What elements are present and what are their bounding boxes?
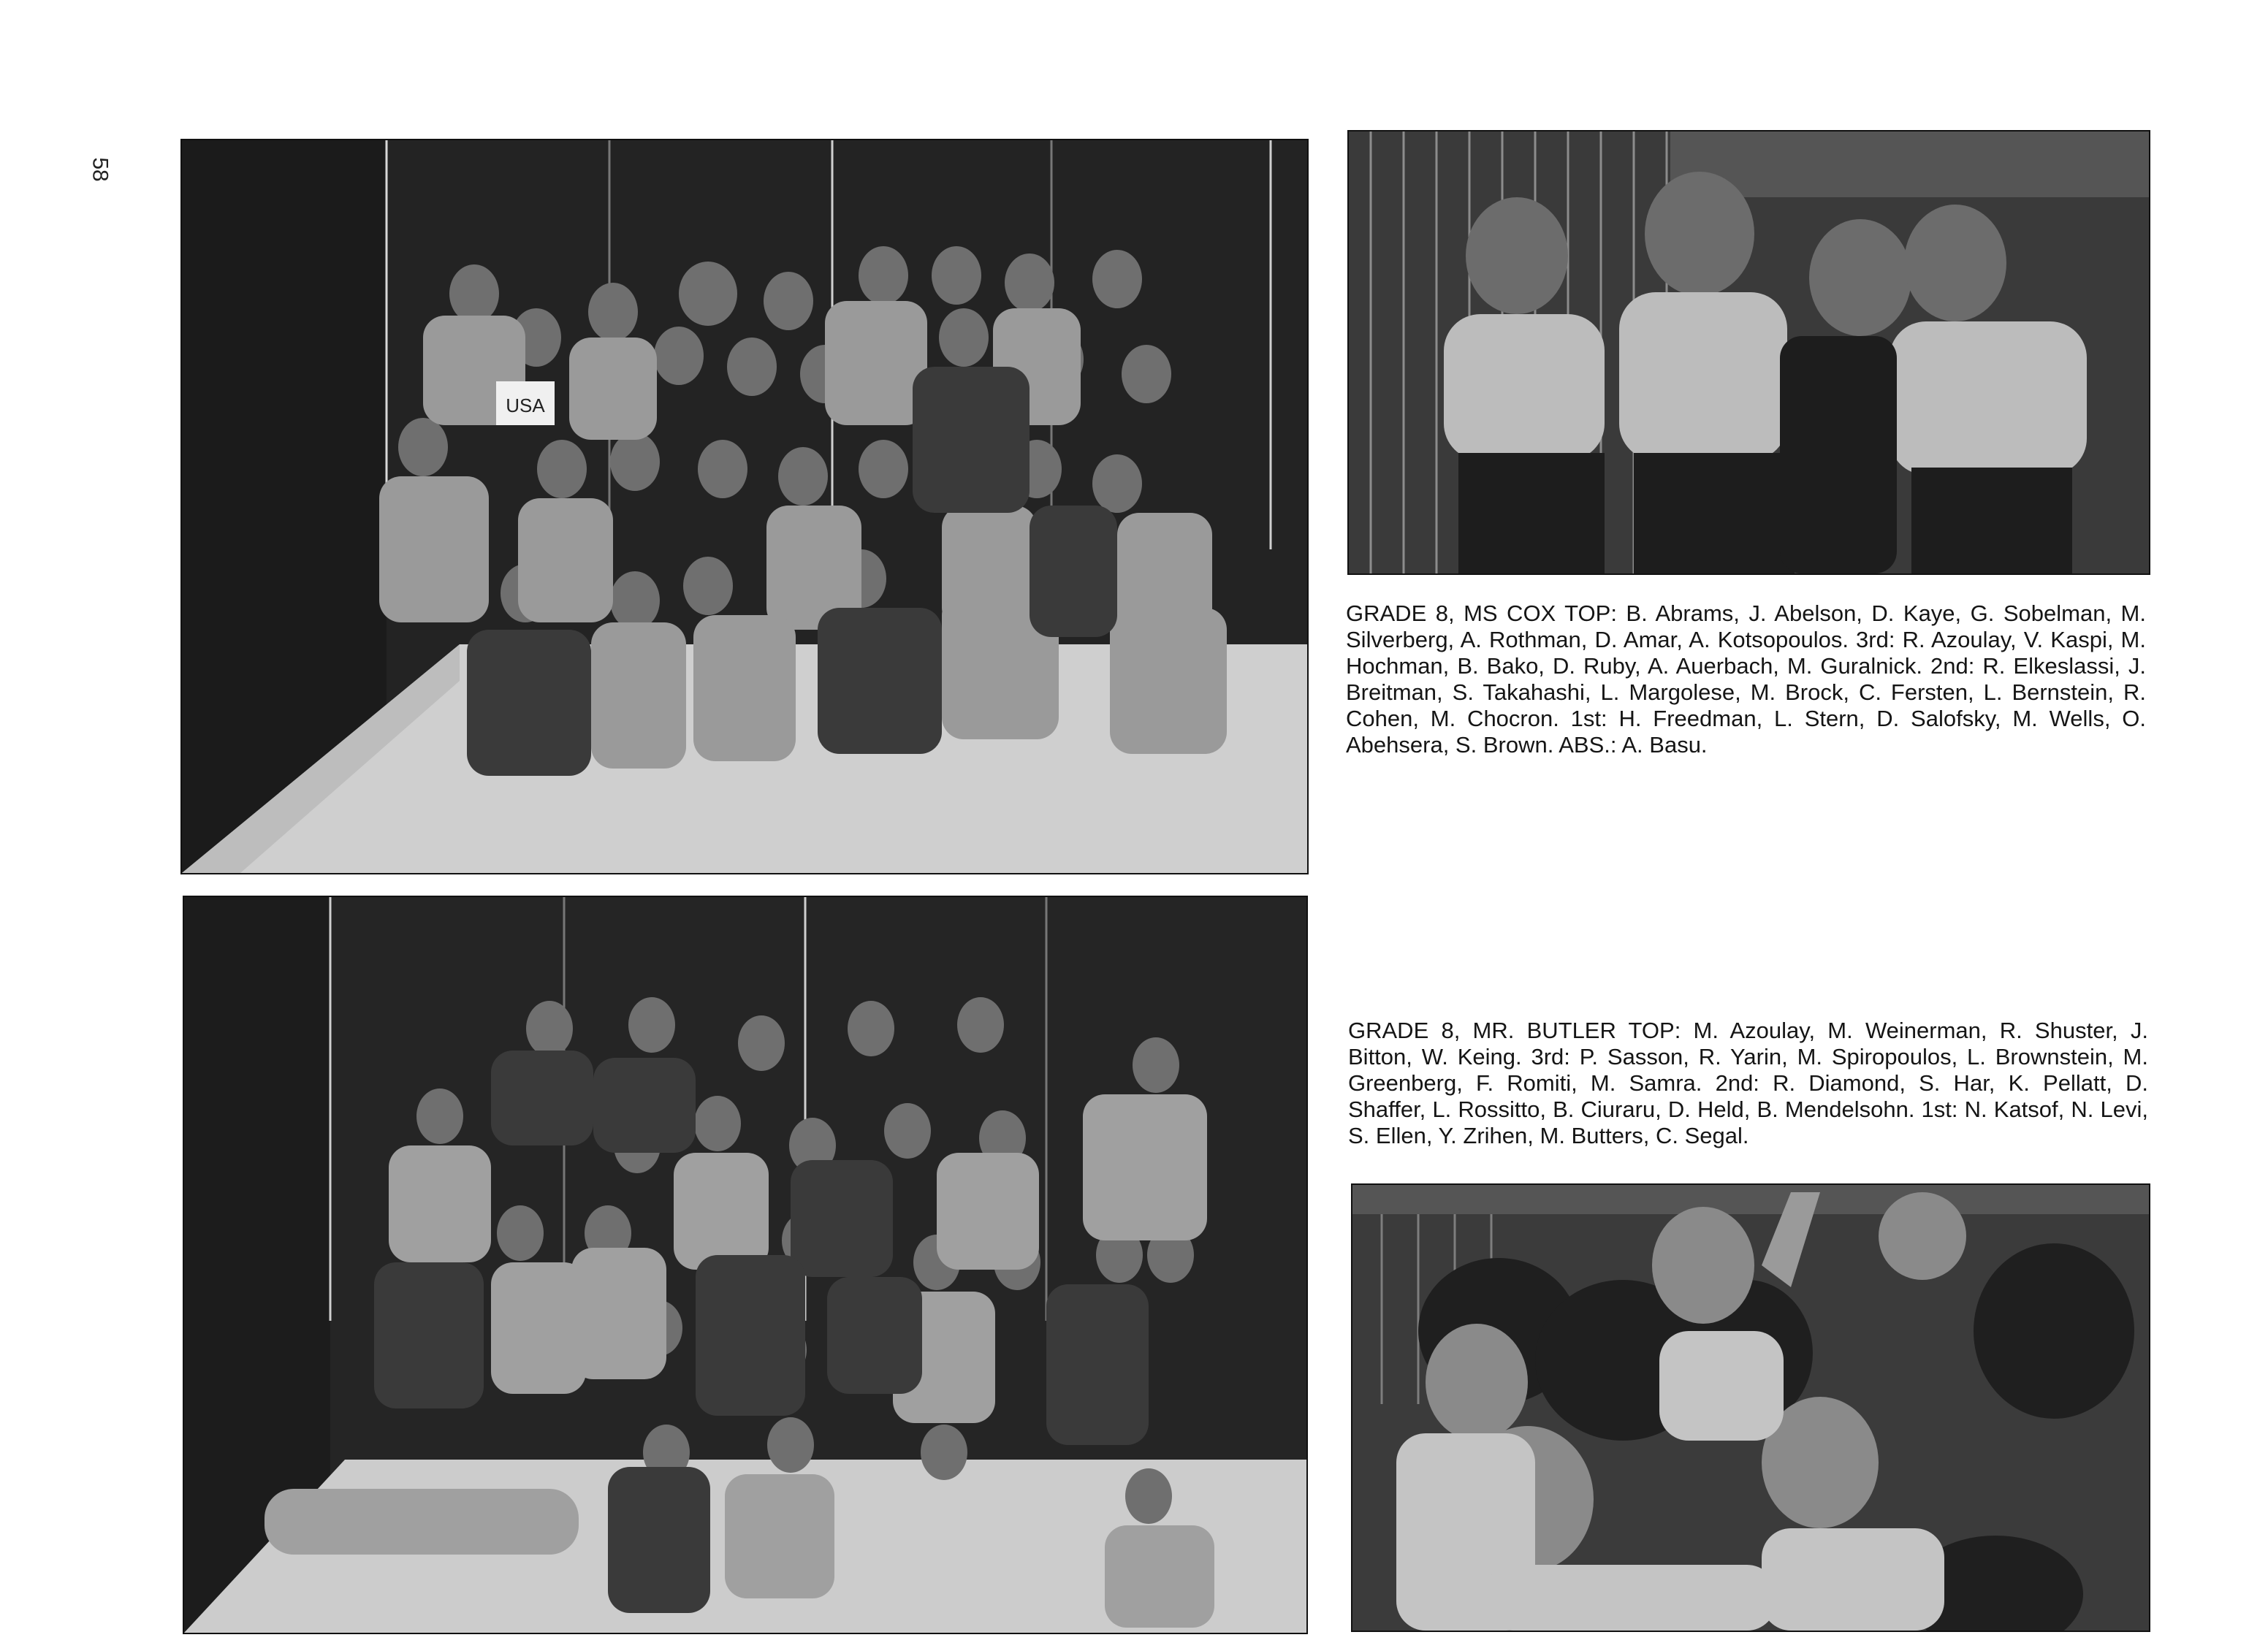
usa-shirt-text: USA — [506, 394, 545, 416]
caption-grade8-butler: GRADE 8, MR. BUTLER TOP: M. Azoulay, M. Weinerman, R. Shuster, J. Bitton, W. Keing. 3rd: P. Sasson, R. Yarin, M. Spiropoulos, L. Brownstein, M. Greenberg, F. Romiti, M. Samra. 2nd: R. Diamond, S. Har, K. Pellatt, D. Shaffer, L. Rossitto, B. Ciuraru, D. Held, B. Mendelsohn. 1st: N. Katsof, N. Levi, S. Ellen, Y. Zrihen, M. Butters, C. Segal. — [1348, 1018, 2148, 1148]
hallway-photo-four-girls — [1347, 130, 2150, 575]
page-number: 58 — [88, 157, 113, 182]
hallway-photo-crowd-boys — [1351, 1183, 2150, 1632]
group-photo-grade8-cox — [180, 139, 1309, 874]
caption-grade8-cox: GRADE 8, MS COX TOP: B. Abrams, J. Abelson, D. Kaye, G. Sobelman, M. Silverberg, A. Rothman, D. Amar, A. Kotsopoulos. 3rd: R. Azoulay, V. Kaspi, M. Hochman, B. Bako, D. Ruby, A. Auerbach, M. Guralnick. 2nd: R. Elkeslassi, J. Breitman, S. Takahashi, L. Margolese, M. Brock, C. Fersten, L. Bernstein, R. Cohen, M. Chocron. 1st: H. Freedman, L. Stern, D. Salofsky, M. Wells, O. Abehsera, S. Brown. ABS.: A. Basu. — [1346, 600, 2146, 758]
group-photo-grade8-butler — [183, 896, 1308, 1634]
